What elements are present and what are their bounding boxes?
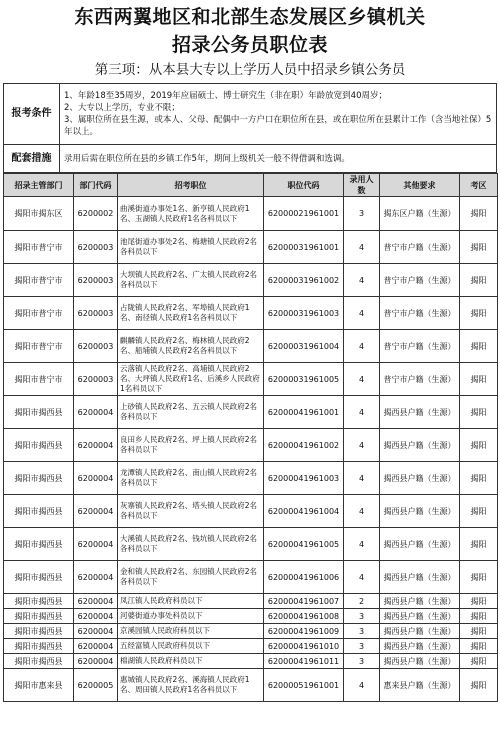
exam-area-cell: 揭阳: [460, 462, 498, 495]
dept-cell: 揭阳市普宁市: [4, 330, 74, 363]
dept-code-cell: 6200003: [74, 231, 118, 264]
dept-cell: 揭阳市揭西县: [4, 639, 74, 654]
table-row: [4, 297, 498, 330]
position-cell: 上砂镇人民政府2名、五云镇人民政府2名各科员以下: [118, 396, 264, 429]
dept-code-cell: 6200004: [74, 462, 118, 495]
dept-code-cell: 6200003: [74, 297, 118, 330]
condition-item: 2、大专以上学历，专业不限；: [64, 103, 180, 113]
exam-area-cell: 揭阳: [460, 330, 498, 363]
position-code-cell: 62000031961001: [264, 231, 344, 264]
dept-code-cell: 6200004: [74, 594, 118, 609]
dept-code-cell: 6200004: [74, 624, 118, 639]
dept-code-cell: 6200002: [74, 197, 118, 231]
conditions-text: [60, 84, 497, 145]
dept-cell: 揭阳市揭西县: [4, 654, 74, 669]
title-line-2: 招录公务员职位表: [171, 34, 328, 56]
condition-item: 3、属职位所在县生源，或本人、父母、配偶中一方户口在职位所在县，或在职位所在县累计工作（含当地社保）5年以上。: [64, 115, 492, 137]
table-header-row: [4, 174, 498, 197]
dept-code-cell: 6200004: [74, 609, 118, 624]
position-cell: 棉湖镇人民政府科员以下: [118, 654, 264, 669]
dept-cell: 揭阳市揭东区: [4, 197, 74, 231]
dept-code-cell: 6200003: [74, 264, 118, 297]
dept-cell: 揭阳市揭西县: [4, 609, 74, 624]
position-cell: 麒麟镇人民政府2名、梅林镇人民政府2名、船埔镇人民政府2名各科员以下: [118, 330, 264, 363]
position-code-cell: 62000031961004: [264, 330, 344, 363]
position-code-cell: 62000041961002: [264, 429, 344, 462]
requirements-cell: 揭西县户籍（生源）: [380, 396, 460, 429]
dept-cell: 揭阳市揭西县: [4, 594, 74, 609]
table-row: [4, 495, 498, 528]
headcount-cell: 3: [344, 197, 380, 231]
dept-cell: 揭阳市揭西县: [4, 495, 74, 528]
headcount-cell: 4: [344, 528, 380, 561]
requirements-cell: 揭西县户籍（生源）: [380, 495, 460, 528]
table-row: [4, 654, 498, 669]
exam-area-cell: 揭阳: [460, 363, 498, 396]
dept-cell: 揭阳市揭西县: [4, 528, 74, 561]
position-code-cell: 62000041961007: [264, 594, 344, 609]
table-row: [4, 594, 498, 609]
header-position: 招考职位: [118, 174, 264, 197]
dept-code-cell: 6200004: [74, 528, 118, 561]
dept-cell: 揭阳市普宁市: [4, 264, 74, 297]
exam-area-cell: 揭阳: [460, 609, 498, 624]
table-row: [4, 639, 498, 654]
dept-code-cell: 6200004: [74, 429, 118, 462]
position-cell: 河婆街道办事处科员以下: [118, 609, 264, 624]
position-code-cell: 62000031961002: [264, 264, 344, 297]
position-code-cell: 62000041961003: [264, 462, 344, 495]
requirements-cell: 惠来县户籍（生源）: [380, 669, 460, 702]
exam-area-cell: 揭阳: [460, 624, 498, 639]
table-row: [4, 528, 498, 561]
table-row: [4, 561, 498, 594]
position-cell: 金和镇人民政府2名、东园镇人民政府2名各科员以下: [118, 561, 264, 594]
position-cell: 占陇镇人民政府2名、军埠镇人民政府1名、南径镇人民政府1名各科员以下: [118, 297, 264, 330]
dept-code-cell: 6200004: [74, 654, 118, 669]
position-code-cell: 62000041961001: [264, 396, 344, 429]
table-row: [4, 197, 498, 231]
exam-area-cell: 揭阳: [460, 231, 498, 264]
position-code-cell: 62000041961011: [264, 654, 344, 669]
headcount-cell: 4: [344, 264, 380, 297]
headcount-cell: 4: [344, 330, 380, 363]
headcount-cell: 4: [344, 495, 380, 528]
exam-area-cell: 揭阳: [460, 495, 498, 528]
requirements-cell: 揭西县户籍（生源）: [380, 429, 460, 462]
position-code-cell: 62000041961004: [264, 495, 344, 528]
headcount-cell: 3: [344, 639, 380, 654]
headcount-cell: 4: [344, 561, 380, 594]
page-title: [0, 4, 500, 58]
exam-area-cell: 揭阳: [460, 197, 498, 231]
position-code-cell: 62000051961001: [264, 669, 344, 702]
requirements-cell: 揭西县户籍（生源）: [380, 639, 460, 654]
dept-cell: 揭阳市普宁市: [4, 363, 74, 396]
position-cell: 曲溪街道办事处1名、新亨镇人民政府1名、玉湖镇人民政府1名各科员以下: [118, 197, 264, 231]
position-code-cell: 62000021961001: [264, 197, 344, 231]
exam-area-cell: 揭阳: [460, 297, 498, 330]
dept-cell: 揭阳市揭西县: [4, 396, 74, 429]
position-cell: 五经富镇人民政府科员以下: [118, 639, 264, 654]
dept-code-cell: 6200003: [74, 330, 118, 363]
headcount-cell: 4: [344, 231, 380, 264]
requirements-cell: 揭西县户籍（生源）: [380, 462, 460, 495]
exam-area-cell: 揭阳: [460, 639, 498, 654]
dept-code-cell: 6200003: [74, 363, 118, 396]
position-cell: 良田乡人民政府2名、坪上镇人民政府2名各科员以下: [118, 429, 264, 462]
requirements-cell: 揭西县户籍（生源）: [380, 654, 460, 669]
position-cell: 大坝镇人民政府2名、广太镇人民政府2名各科员以下: [118, 264, 264, 297]
exam-area-cell: 揭阳: [460, 654, 498, 669]
exam-area-cell: 揭阳: [460, 669, 498, 702]
position-code-cell: 62000031961003: [264, 297, 344, 330]
exam-area-cell: 揭阳: [460, 594, 498, 609]
measures-label: 配套措施: [4, 145, 60, 173]
position-cell: 云落镇人民政府2名、高埔镇人民政府2名、大坪镇人民政府1名、后溪乡人民政府1名科员以下: [118, 363, 264, 396]
dept-code-cell: 6200005: [74, 669, 118, 702]
position-cell: 凤江镇人民政府科员以下: [118, 594, 264, 609]
dept-cell: 揭阳市揭西县: [4, 624, 74, 639]
header-exam-area: 考区: [460, 174, 498, 197]
condition-item: 1、年龄18至35周岁，2019年应届硕士、博士研究生（非在职）年龄放宽到40周岁；: [64, 91, 387, 101]
position-cell: 大溪镇人民政府2名、钱坑镇人民政府2名各科员以下: [118, 528, 264, 561]
dept-code-cell: 6200004: [74, 639, 118, 654]
position-code-cell: 62000041961006: [264, 561, 344, 594]
headcount-cell: 4: [344, 462, 380, 495]
requirements-cell: 揭西县户籍（生源）: [380, 609, 460, 624]
header-position-code: 职位代码: [264, 174, 344, 197]
dept-cell: 揭阳市揭西县: [4, 429, 74, 462]
title-line-1: 东西两翼地区和北部生态发展区乡镇机关: [74, 6, 426, 28]
headcount-cell: 4: [344, 363, 380, 396]
position-cell: 惠城镇人民政府2名、溪海镇人民政府1名、周田镇人民政府1名各科员以下: [118, 669, 264, 702]
dept-code-cell: 6200004: [74, 561, 118, 594]
headcount-cell: 3: [344, 654, 380, 669]
headcount-cell: 3: [344, 624, 380, 639]
headcount-cell: 3: [344, 609, 380, 624]
table-row: [4, 396, 498, 429]
position-code-cell: 62000041961008: [264, 609, 344, 624]
table-row: [4, 264, 498, 297]
header-dept-code: 部门代码: [74, 174, 118, 197]
table-row: [4, 429, 498, 462]
table-row: [4, 231, 498, 264]
table-row: [4, 462, 498, 495]
requirements-cell: 揭西县户籍（生源）: [380, 528, 460, 561]
headcount-cell: 4: [344, 669, 380, 702]
positions-table: [3, 173, 498, 702]
exam-area-cell: 揭阳: [460, 429, 498, 462]
dept-cell: 揭阳市惠来县: [4, 669, 74, 702]
table-row: [4, 669, 498, 702]
headcount-cell: 4: [344, 429, 380, 462]
requirements-cell: 揭东区户籍（生源）: [380, 197, 460, 231]
conditions-table: [3, 83, 497, 173]
position-code-cell: 62000041961005: [264, 528, 344, 561]
requirements-cell: 普宁市户籍（生源）: [380, 264, 460, 297]
dept-cell: 揭阳市揭西县: [4, 561, 74, 594]
table-row: [4, 363, 498, 396]
headcount-cell: 2: [344, 594, 380, 609]
dept-code-cell: 6200004: [74, 495, 118, 528]
requirements-cell: 普宁市户籍（生源）: [380, 297, 460, 330]
exam-area-cell: 揭阳: [460, 528, 498, 561]
requirements-cell: 普宁市户籍（生源）: [380, 231, 460, 264]
header-headcount: 录用人数: [344, 174, 380, 197]
position-cell: 池尾街道办事处2名、梅塘镇人民政府2名各科员以下: [118, 231, 264, 264]
conditions-label: 报考条件: [4, 84, 60, 145]
measures-text: 录用后需在职位所在县的乡镇工作5年，期间上级机关一般不得借调和选调。: [60, 145, 497, 173]
header-requirements: 其他要求: [380, 174, 460, 197]
exam-area-cell: 揭阳: [460, 561, 498, 594]
header-dept: 招录主管部门: [4, 174, 74, 197]
section-subtitle: 第三项：从本县大专以上学历人员中招录乡镇公务员: [94, 62, 406, 78]
position-code-cell: 62000041961009: [264, 624, 344, 639]
table-row: [4, 609, 498, 624]
dept-cell: 揭阳市普宁市: [4, 297, 74, 330]
dept-cell: 揭阳市揭西县: [4, 462, 74, 495]
dept-cell: 揭阳市普宁市: [4, 231, 74, 264]
position-cell: 龙潭镇人民政府2名、南山镇人民政府2名各科员以下: [118, 462, 264, 495]
requirements-cell: 揭西县户籍（生源）: [380, 561, 460, 594]
position-cell: 京溪园镇人民政府科员以下: [118, 624, 264, 639]
position-code-cell: 62000031961005: [264, 363, 344, 396]
table-row: [4, 624, 498, 639]
dept-code-cell: 6200004: [74, 396, 118, 429]
position-code-cell: 62000041961010: [264, 639, 344, 654]
requirements-cell: 普宁市户籍（生源）: [380, 330, 460, 363]
headcount-cell: 4: [344, 297, 380, 330]
table-row: [4, 330, 498, 363]
position-cell: 灰寨镇人民政府2名、塔头镇人民政府2名各科员以下: [118, 495, 264, 528]
requirements-cell: 揭西县户籍（生源）: [380, 594, 460, 609]
exam-area-cell: 揭阳: [460, 396, 498, 429]
requirements-cell: 普宁市户籍（生源）: [380, 363, 460, 396]
headcount-cell: 4: [344, 396, 380, 429]
exam-area-cell: 揭阳: [460, 264, 498, 297]
requirements-cell: 揭西县户籍（生源）: [380, 624, 460, 639]
